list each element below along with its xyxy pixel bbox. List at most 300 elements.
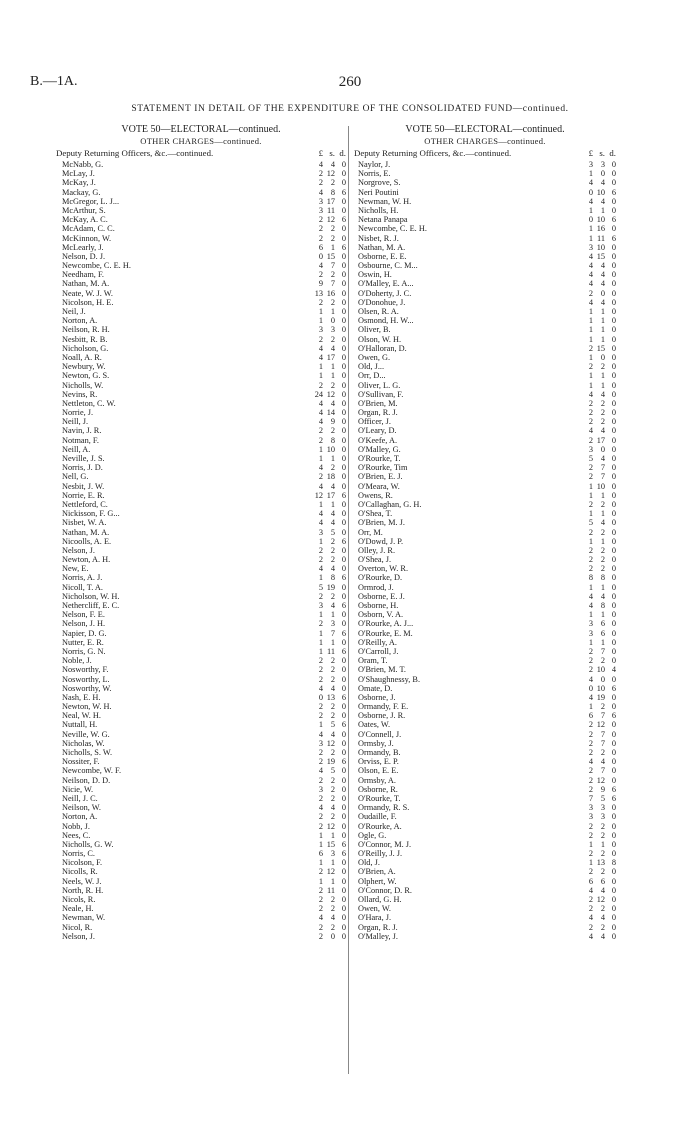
amount xyxy=(577,711,616,720)
table-row xyxy=(56,831,346,840)
pounds-value: 2 xyxy=(588,472,593,482)
amount xyxy=(307,528,346,537)
pounds-value: 0 xyxy=(318,692,323,702)
payee-name: O'Rourke, Tim xyxy=(358,463,408,473)
pounds-value: 24 xyxy=(314,389,323,399)
pence-value: 0 xyxy=(341,380,346,390)
payee-name: O'Brien, M. T. xyxy=(358,665,406,675)
table-row xyxy=(354,803,616,812)
table-row xyxy=(56,371,346,380)
pence-value: 0 xyxy=(611,242,616,252)
pence-value: 0 xyxy=(341,582,346,592)
table-row xyxy=(56,518,346,527)
pence-value: 0 xyxy=(611,509,616,519)
pounds-value: 4 xyxy=(588,692,593,702)
pence-value: 0 xyxy=(341,160,346,169)
shillings-value: 4 xyxy=(600,279,605,289)
amount xyxy=(307,904,346,913)
payee-name: Oudaille, F. xyxy=(358,812,397,822)
table-row xyxy=(354,822,616,831)
pounds-value: 2 xyxy=(588,867,593,877)
amount xyxy=(577,913,616,922)
pounds-value: 4 xyxy=(588,757,593,767)
shillings-value: 2 xyxy=(330,904,335,914)
payee-name: Overton, W. R. xyxy=(358,564,409,574)
shillings-value: 2 xyxy=(600,656,605,666)
shillings-value: 1 xyxy=(600,610,605,620)
pence-value: 0 xyxy=(611,224,616,234)
amount xyxy=(307,261,346,270)
amount xyxy=(577,188,616,197)
pence-value: 0 xyxy=(341,931,346,941)
shillings-value: 1 xyxy=(330,454,335,463)
payee-name: Orviss, E. P. xyxy=(358,757,399,767)
pence-value: 6 xyxy=(341,601,346,610)
shillings-value: 15 xyxy=(326,839,335,849)
shillings-value: 3 xyxy=(330,325,335,335)
pounds-value: 2 xyxy=(318,885,323,895)
table-row xyxy=(354,785,616,794)
pence-value: 0 xyxy=(611,674,616,684)
table-row xyxy=(354,390,616,399)
pounds-value: 2 xyxy=(318,711,323,721)
payee-name: McKay, A. C. xyxy=(62,215,108,225)
other-charges-heading: OTHER CHARGES—continued. xyxy=(140,136,262,146)
table-row xyxy=(354,160,616,169)
amount xyxy=(577,528,616,537)
pence-value: 0 xyxy=(611,279,616,289)
pence-value: 0 xyxy=(341,784,346,794)
payee-name: Ogle, G. xyxy=(358,830,387,840)
table-row xyxy=(354,776,616,785)
shillings-value: 1 xyxy=(600,637,605,647)
shillings-value: 2 xyxy=(600,398,605,408)
payee-name: Norgrove, S. xyxy=(358,178,401,188)
payee-name: O'Malley, E. A... xyxy=(358,279,414,289)
amount xyxy=(307,592,346,601)
shillings-value: 11 xyxy=(327,205,335,215)
pounds-value: 6 xyxy=(588,876,593,886)
table-row xyxy=(56,776,346,785)
payee-name: Navin, J. R. xyxy=(62,426,102,436)
pounds-value: 8 xyxy=(588,573,593,583)
pence-head: d. xyxy=(339,148,346,158)
pence-value: 0 xyxy=(611,398,616,408)
table-row xyxy=(354,344,616,353)
shillings-value: 12 xyxy=(326,169,335,179)
payee-name: Nelson, J. xyxy=(62,931,95,941)
pounds-value: 1 xyxy=(588,224,593,234)
pence-value: 6 xyxy=(341,573,346,583)
table-row xyxy=(56,454,346,463)
pounds-value: 2 xyxy=(318,757,323,767)
pounds-value: 1 xyxy=(318,839,323,849)
table-row xyxy=(56,730,346,739)
pence-value: 0 xyxy=(341,766,346,776)
shillings-value: 2 xyxy=(330,656,335,666)
table-row xyxy=(354,923,616,932)
shillings-value: 8 xyxy=(600,573,605,583)
payee-name: Nickisson, F. G... xyxy=(62,509,120,519)
amount xyxy=(307,188,346,197)
table-row xyxy=(354,316,616,325)
pence-value: 6 xyxy=(341,839,346,849)
payee-name: Norris, C. xyxy=(62,849,95,859)
amount xyxy=(577,445,616,454)
amount xyxy=(307,335,346,344)
shillings-value: 2 xyxy=(600,702,605,712)
table-row xyxy=(56,923,346,932)
pence-value: 0 xyxy=(611,812,616,822)
shillings-value: 2 xyxy=(600,830,605,840)
pounds-value: 4 xyxy=(318,509,323,519)
amount xyxy=(307,445,346,454)
pounds-value: 2 xyxy=(588,564,593,574)
shillings-value: 0 xyxy=(600,169,605,179)
table-row xyxy=(354,592,616,601)
shillings-value: 4 xyxy=(600,885,605,895)
shillings-value: 1 xyxy=(600,371,605,381)
payee-name: Notman, F. xyxy=(62,435,99,445)
shillings-value: 2 xyxy=(330,555,335,565)
pounds-value: 1 xyxy=(318,858,323,868)
pounds-value: 2 xyxy=(318,931,323,941)
shillings-value: 12 xyxy=(596,895,605,904)
shillings-value: 1 xyxy=(330,876,335,886)
amount xyxy=(577,243,616,252)
pounds-value: 2 xyxy=(318,895,323,904)
shillings-value: 2 xyxy=(330,922,335,932)
amount xyxy=(307,619,346,628)
pence-value: 0 xyxy=(611,251,616,261)
shillings-value: 2 xyxy=(330,702,335,712)
pounds-value: 4 xyxy=(588,674,593,684)
pence-value: 0 xyxy=(341,564,346,574)
shillings-value: 4 xyxy=(600,297,605,307)
shillings-value: 10 xyxy=(596,187,605,197)
shillings-value: 15 xyxy=(596,343,605,353)
shillings-value: 2 xyxy=(600,362,605,372)
amount xyxy=(307,436,346,445)
shillings-value: 6 xyxy=(600,876,605,886)
table-row xyxy=(354,702,616,711)
table-row xyxy=(56,178,346,187)
pounds-value: 4 xyxy=(318,463,323,473)
pence-value: 0 xyxy=(611,408,616,418)
amount xyxy=(307,307,346,316)
pence-value: 0 xyxy=(611,178,616,188)
table-row xyxy=(56,307,346,316)
table-row xyxy=(354,325,616,334)
pounds-value: 4 xyxy=(588,426,593,436)
shillings-value: 4 xyxy=(600,913,605,923)
amount xyxy=(307,730,346,739)
pounds-value: 1 xyxy=(318,573,323,583)
payee-name: Osborne, E. E. xyxy=(358,251,407,261)
pence-value: 0 xyxy=(611,729,616,739)
shillings-value: 16 xyxy=(326,288,335,298)
table-row xyxy=(354,840,616,849)
amount xyxy=(307,537,346,546)
pence-value: 0 xyxy=(341,509,346,519)
payee-name: Oates, W. xyxy=(358,720,391,730)
pence-value: 0 xyxy=(611,628,616,638)
pence-value: 0 xyxy=(611,205,616,215)
payee-name: Nicols, R. xyxy=(62,895,96,904)
shillings-value: 4 xyxy=(600,591,605,601)
amount xyxy=(577,877,616,886)
pounds-value: 4 xyxy=(318,417,323,427)
payee-name: O'Rourke, T. xyxy=(358,793,401,803)
table-row xyxy=(56,785,346,794)
pence-value: 0 xyxy=(341,610,346,620)
pence-value: 0 xyxy=(611,885,616,895)
pence-value: 0 xyxy=(341,775,346,785)
shillings-value: 17 xyxy=(596,435,605,445)
pounds-value: 2 xyxy=(318,233,323,243)
table-row xyxy=(354,307,616,316)
amount xyxy=(307,895,346,904)
pounds-value: 2 xyxy=(588,656,593,666)
payee-name: Needham, F. xyxy=(62,270,104,280)
pence-value: 0 xyxy=(611,527,616,537)
payee-name: O'Leary, D. xyxy=(358,426,397,436)
pence-value: 0 xyxy=(611,352,616,362)
pounds-value: 2 xyxy=(588,830,593,840)
table-row xyxy=(56,381,346,390)
shillings-value: 2 xyxy=(330,674,335,684)
shillings-value: 2 xyxy=(330,380,335,390)
pence-value: 0 xyxy=(341,417,346,427)
table-row xyxy=(56,656,346,665)
payee-name: Nossiter, F. xyxy=(62,757,100,767)
shillings-value: 2 xyxy=(330,775,335,785)
payee-name: Neal, W. H. xyxy=(62,711,101,721)
table-row xyxy=(56,335,346,344)
amount xyxy=(307,215,346,224)
payee-name: Osborne, H. xyxy=(358,601,399,610)
amount xyxy=(307,399,346,408)
pounds-value: 1 xyxy=(588,307,593,316)
pounds-value: 1 xyxy=(588,490,593,500)
pence-value: 0 xyxy=(611,646,616,656)
table-row xyxy=(56,867,346,876)
pence-value: 6 xyxy=(611,187,616,197)
pounds-value: 2 xyxy=(318,775,323,785)
amount xyxy=(577,197,616,206)
pounds-value: 2 xyxy=(588,665,593,675)
shillings-value: 0 xyxy=(600,352,605,362)
payee-name: Olphert, W. xyxy=(358,876,397,886)
amount xyxy=(577,812,616,821)
payee-name: Nisbet, W. A. xyxy=(62,518,107,528)
pounds-value: 4 xyxy=(318,187,323,197)
section-heading: Deputy Returning Officers, &c.—continued. xyxy=(354,148,512,158)
amount xyxy=(307,289,346,298)
payee-name: Orr, D... xyxy=(358,371,386,381)
table-row xyxy=(354,877,616,886)
table-row xyxy=(56,509,346,518)
payee-name: O'Brien, E. J. xyxy=(358,472,403,482)
amount xyxy=(307,583,346,592)
table-row xyxy=(56,555,346,564)
payee-name: Nevins, R. xyxy=(62,389,98,399)
pounds-value: 1 xyxy=(588,702,593,712)
payee-name: Neate, W. J. W. xyxy=(62,288,113,298)
pounds-value: 2 xyxy=(588,408,593,418)
pence-value: 0 xyxy=(611,316,616,326)
shillings-value: 11 xyxy=(327,885,335,895)
payee-name: Owens, R. xyxy=(358,490,393,500)
payee-name: Osborn, V. A. xyxy=(358,610,404,620)
amount xyxy=(577,289,616,298)
amount xyxy=(577,344,616,353)
payee-name: Ollard, G. H. xyxy=(358,895,402,904)
table-row xyxy=(56,766,346,775)
pence-value: 0 xyxy=(611,876,616,886)
amount xyxy=(307,362,346,371)
payee-name: Nettleford, C. xyxy=(62,499,108,509)
pounds-value: 1 xyxy=(588,352,593,362)
payee-name: Nicholls, G. W. xyxy=(62,839,114,849)
payee-name: Nicholson, W. H. xyxy=(62,591,120,601)
amount xyxy=(307,785,346,794)
table-row xyxy=(354,500,616,509)
payee-name: Nathan, M. A. xyxy=(358,242,406,252)
payee-name: Nesbit, J. W. xyxy=(62,481,105,491)
pence-value: 0 xyxy=(611,343,616,353)
payee-name: Newton, W. H. xyxy=(62,702,112,712)
document-code: B.—1A. xyxy=(30,74,78,89)
amount xyxy=(577,766,616,775)
pounds-value: 13 xyxy=(314,288,323,298)
payee-name: Neville, J. S. xyxy=(62,454,105,463)
amount xyxy=(307,711,346,720)
payee-name: O'Rourke, D. xyxy=(358,573,403,583)
payee-name: Ormrod, J. xyxy=(358,582,394,592)
pence-value: 0 xyxy=(341,426,346,436)
shillings-value: 19 xyxy=(326,582,335,592)
shillings-value: 4 xyxy=(600,757,605,767)
pence-value: 0 xyxy=(611,738,616,748)
shillings-value: 2 xyxy=(600,849,605,859)
pence-value: 0 xyxy=(341,683,346,693)
shillings-value: 2 xyxy=(600,545,605,555)
amount xyxy=(577,555,616,564)
payee-name: Nethercliff, E. C. xyxy=(62,601,120,610)
table-row xyxy=(354,463,616,472)
pence-value: 6 xyxy=(341,692,346,702)
pence-value: 0 xyxy=(611,931,616,941)
pounds-value: 2 xyxy=(318,169,323,179)
table-row xyxy=(354,206,616,215)
table-row xyxy=(354,849,616,858)
amount xyxy=(577,362,616,371)
amount xyxy=(577,316,616,325)
table-row xyxy=(354,528,616,537)
table-row xyxy=(56,720,346,729)
pounds-value: 4 xyxy=(318,343,323,353)
pence-value: 0 xyxy=(341,205,346,215)
payee-name: Osborne, E. J. xyxy=(358,591,405,601)
pence-value: 0 xyxy=(611,619,616,629)
table-row xyxy=(56,592,346,601)
table-row xyxy=(354,757,616,766)
payee-name: Noble, J. xyxy=(62,656,92,666)
amount xyxy=(577,684,616,693)
pence-value: 0 xyxy=(611,720,616,730)
amount xyxy=(577,601,616,610)
shillings-value: 10 xyxy=(596,665,605,675)
pounds-value: 2 xyxy=(588,766,593,776)
pounds-value: 4 xyxy=(318,913,323,923)
table-row xyxy=(354,537,616,546)
pounds-value: 9 xyxy=(318,279,323,289)
payee-name: Old, J... xyxy=(358,362,385,372)
amount xyxy=(577,895,616,904)
amount xyxy=(307,739,346,748)
shillings-value: 2 xyxy=(600,527,605,537)
shillings-head: s. xyxy=(329,148,335,158)
section-heading-row xyxy=(354,148,616,159)
pounds-value: 2 xyxy=(318,380,323,390)
amount xyxy=(307,932,346,941)
pounds-value: 3 xyxy=(588,160,593,169)
pence-value: 0 xyxy=(341,307,346,316)
amount xyxy=(307,573,346,582)
shillings-value: 1 xyxy=(600,509,605,519)
shillings-value: 2 xyxy=(600,748,605,757)
table-row xyxy=(56,353,346,362)
amount xyxy=(307,316,346,325)
pounds-value: 3 xyxy=(318,527,323,537)
table-row xyxy=(56,252,346,261)
shillings-value: 2 xyxy=(600,922,605,932)
payee-name: Omate, D. xyxy=(358,683,393,693)
amount xyxy=(307,463,346,472)
table-row xyxy=(56,316,346,325)
pounds-value: 2 xyxy=(318,555,323,565)
shillings-value: 2 xyxy=(330,812,335,822)
pence-value: 0 xyxy=(341,288,346,298)
amount xyxy=(307,197,346,206)
shillings-value: 8 xyxy=(330,573,335,583)
pence-value: 0 xyxy=(611,757,616,767)
amount xyxy=(307,776,346,785)
pounds-value: 2 xyxy=(588,463,593,473)
pence-value: 0 xyxy=(611,499,616,509)
table-row xyxy=(56,757,346,766)
table-row xyxy=(354,399,616,408)
shillings-value: 7 xyxy=(600,711,605,721)
pounds-value: 2 xyxy=(318,270,323,280)
pence-value: 0 xyxy=(611,656,616,666)
shillings-value: 2 xyxy=(330,270,335,280)
pounds-value: 3 xyxy=(318,196,323,206)
shillings-value: 19 xyxy=(596,692,605,702)
entry-list xyxy=(354,160,616,941)
table-row xyxy=(354,482,616,491)
pence-value: 0 xyxy=(611,839,616,849)
amount xyxy=(577,252,616,261)
amount xyxy=(577,178,616,187)
pounds-value: 12 xyxy=(314,490,323,500)
pence-value: 0 xyxy=(611,160,616,169)
shillings-value: 2 xyxy=(330,224,335,234)
pounds-value: 2 xyxy=(588,738,593,748)
amount xyxy=(577,509,616,518)
pounds-value: 4 xyxy=(318,160,323,169)
